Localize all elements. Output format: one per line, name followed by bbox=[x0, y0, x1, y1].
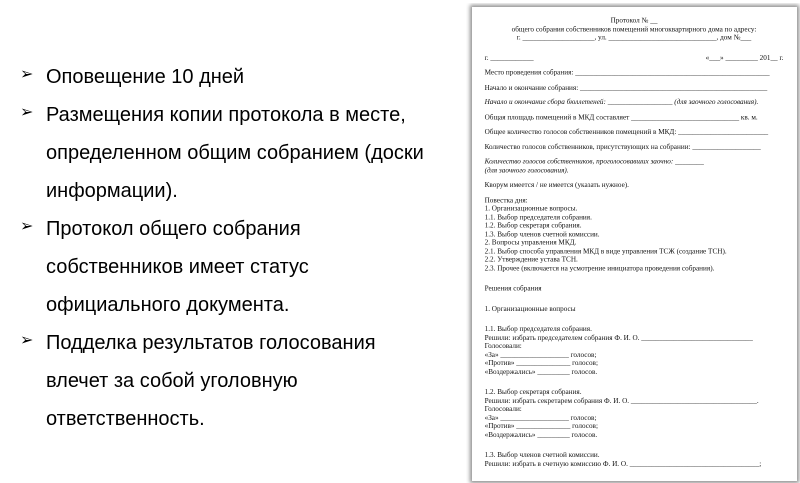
protocol-address-line: г. ____________________, ул. ______________________________, дом №___ bbox=[516, 33, 752, 42]
bullet-text: Подделка результатов голосования влечет за собой уголовную ответственность. bbox=[46, 332, 376, 430]
arrow-bullet-icon: ➢ bbox=[20, 330, 34, 349]
present-votes-field: Количество голосов собственников, присутствующих на собрании: ___________________ bbox=[484, 142, 761, 151]
commission-decision: Решили: избрать в счетную комиссию Ф. И. О. ____________________________________; bbox=[484, 459, 762, 468]
agenda-item: 2.1. Выбор способа управления МКД в виде управления ТСЖ (создание ТСН). bbox=[484, 246, 727, 255]
bullet-text: Протокол общего собрания собственников имеет статус официального документа. bbox=[46, 218, 309, 316]
protocol-page bbox=[472, 7, 797, 481]
protocol-title: Протокол № __ bbox=[610, 16, 658, 25]
bullet-item bbox=[20, 324, 440, 438]
agenda-item: 1.1. Выбор председателя собрания. bbox=[484, 212, 592, 221]
secretary-votes-against: «Против» _______________ голосов; bbox=[484, 421, 598, 430]
chairman-votes-abstain: «Воздержались» _________ голосов. bbox=[484, 367, 598, 376]
arrow-bullet-icon: ➢ bbox=[20, 102, 34, 121]
arrow-bullet-icon: ➢ bbox=[20, 216, 34, 235]
agenda-item: 2. Вопросы управления МКД. bbox=[484, 238, 577, 247]
document-preview bbox=[466, 3, 800, 483]
city-field: г. ____________ bbox=[484, 53, 534, 62]
chairman-heading: 1.1. Выбор председателя собрания. bbox=[484, 324, 592, 333]
bullet-list bbox=[20, 58, 440, 438]
arrow-bullet-icon: ➢ bbox=[20, 64, 34, 83]
secretary-votes-for: «За» ___________________ голосов; bbox=[484, 413, 597, 422]
ballot-period-field: Начало и окончание сбора бюллетеней: __________________ (для заочного голосования). bbox=[484, 97, 759, 106]
agenda-item: 1.2. Выбор секретаря собрания. bbox=[484, 221, 582, 230]
secretary-heading: 1.2. Выбор секретаря собрания. bbox=[484, 387, 582, 396]
decisions-title: Решения собрания bbox=[484, 284, 542, 293]
protocol-subtitle: общего собрания собственников помещений многоквартирного дома по адресу: bbox=[511, 24, 757, 33]
secretary-voted-label: Голосовали: bbox=[484, 404, 522, 413]
bullet-item bbox=[20, 96, 440, 210]
bullet-item bbox=[20, 58, 440, 96]
bullet-item bbox=[20, 210, 440, 324]
agenda-item: 1.3. Выбор членов счетной комиссии. bbox=[484, 229, 600, 238]
decisions-section-title: 1. Организационные вопросы bbox=[484, 304, 576, 313]
commission-heading: 1.3. Выбор членов счетной комиссии. bbox=[484, 450, 600, 459]
secretary-votes-abstain: «Воздержались» _________ голосов. bbox=[484, 430, 598, 439]
chairman-votes-for: «За» ___________________ голосов; bbox=[484, 350, 597, 359]
chairman-voted-label: Голосовали: bbox=[484, 341, 522, 350]
meeting-time-field: Начало и окончание собрания: ____________________________________________________ bbox=[484, 83, 768, 92]
chairman-votes-against: «Против» _______________ голосов; bbox=[484, 358, 598, 367]
agenda-item: 2.3. Прочее (включается на усмотрение инициатора проведения собрания). bbox=[484, 263, 715, 273]
secretary-decision: Решили: избрать секретарем собрания Ф. И. О. ___________________________________. bbox=[484, 396, 759, 405]
bullet-text: Оповещение 10 дней bbox=[46, 66, 245, 88]
absentee-votes-note: (для заочного голосования). bbox=[484, 165, 569, 174]
meeting-place-field: Место проведения собрания: ______________________________________________________ bbox=[484, 68, 770, 77]
quorum-line: Кворум имеется / не имеется (указать нужное). bbox=[484, 180, 629, 189]
chairman-decision: Решили: избрать председателем собрания Ф. И. О. _______________________________ bbox=[484, 333, 753, 342]
total-area-field: Общая площадь помещений в МКД составляет ______________________________ кв. м. bbox=[484, 112, 758, 121]
protocol-form bbox=[472, 7, 796, 468]
absentee-votes-field: Количество голосов собственников, проголосовавших заочно: ________ bbox=[484, 157, 704, 166]
total-votes-field: Общее количество голосов собственников помещений в МКД: _________________________ bbox=[484, 127, 769, 136]
agenda-item: 1. Организационные вопросы. bbox=[484, 204, 578, 213]
date-field: «___» _________ 201__ г. bbox=[705, 53, 784, 62]
date-line bbox=[485, 53, 784, 62]
bullet-text: Размещения копии протокола в месте, определенном общим собранием (доски информации). bbox=[46, 104, 424, 202]
agenda-title: Повестка дня: bbox=[484, 195, 528, 204]
agenda-item: 2.2. Утверждение устава ТСН. bbox=[484, 255, 578, 264]
